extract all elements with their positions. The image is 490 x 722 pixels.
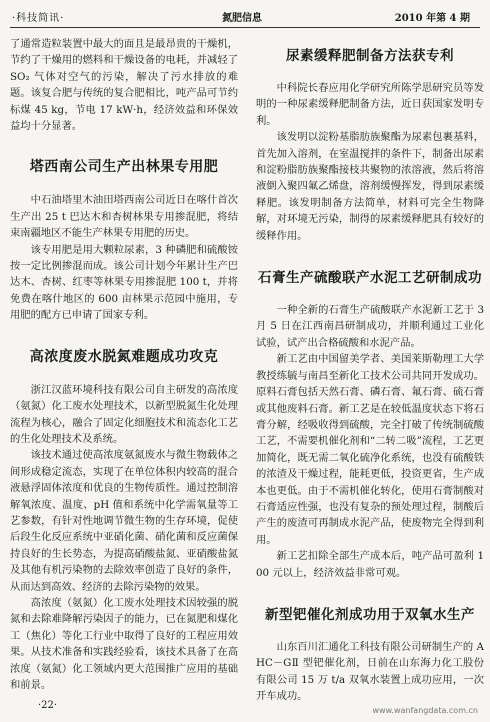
article-title-gypsum-sulfuric-acid: 石膏生产硫酸联产水泥工艺研制成功 xyxy=(258,270,482,287)
article-paragraph: 该专用肥是用大颗粒尿素，3 种磷肥和硫酸铵按一定比例掺混而成。该公司计划今年累计生产巴达木、杏树、红枣等林果专用掺混肥 100 t，并将免费在喀什地区的 600 亩林果示范园中施用，专用肥的配方已申请了国家专利。 xyxy=(10,243,238,322)
article-paragraph: 中石油塔里木油田塔西南公司近日在喀什首次生产出 25 t 巴达木和杏树林果专用掺混肥，将结束南疆地区不能生产林果专用肥的历史。 xyxy=(10,194,238,240)
article-title-wastewater-denitrification: 高浓度废水脱氮难题成功攻克 xyxy=(29,348,219,365)
article-title-forest-fertilizer: 塔西南公司生产出林果专用肥 xyxy=(29,159,219,176)
intro-paragraph: 了通常造粒装置中最大的面且是最昂贵的干燥机，节约了干燥用的燃料和干燥设备的电耗，并减轻了 SO₂ 气体对空气的污染，解决了污水排放的难题。该复合肥与传统的复合肥相比，吨产品可节约标煤 45 kg，节电 17 kW·h，经济效益和环保效益均十分显著。 xyxy=(10,38,238,133)
header-rule xyxy=(10,27,480,28)
issue-label: 2010 年第 4 期 xyxy=(394,13,470,24)
article-paragraph: 新工艺由中国留美学者、美国莱斯勒理工大学教授练毓与南昌至新化工技术公司共同开发成功。原料石膏包括天然石膏、磷石膏、氟石膏、硫石膏或其他废料石膏。新工艺是在较低温度状态下将石膏分解，经吸收得到硫酸，完全打破了传统制硫酸工艺，不需要机催化剂和“二转二吸”流程，工艺更加简化，既无需二氧化硫净化系统，也没有硫酸铁的浓渣及干燥过程，能耗更低，投资更省，生产成本也更低。由于不需机催化转化，使用石膏制酸对石膏适应性强，也没有复杂的预处理过程，制酸后产生的废渣可再制成水泥产品，使废物完全得到利用。 xyxy=(256,353,484,546)
right-column xyxy=(256,36,484,705)
article-paragraph: 一种全新的石膏生产硫酸联产水泥新工艺于 3 月 5 日在江西南昌研制成功，并顺利通过工业化试验，试产出合格硫酸和水泥产品。 xyxy=(256,304,484,349)
running-header xyxy=(0,0,490,28)
article-paragraph: 浙江汉蓝环境科技有限公司自主研发的高浓度（氨氮）化工废水处理技术，以新型脱氮生化处理流程为核心，融合了固定化细胞技术和流态化工艺的生化处理技术及系统。 xyxy=(10,383,238,445)
left-column xyxy=(10,36,238,693)
page-number: ·22· xyxy=(38,700,58,711)
article-paragraph: 该技术通过使高浓度氨氮废水与微生物载体之间形成稳定流态，实现了在单位体积内较高的混合液悬浮固体浓度和优良的生物传质性。通过控制溶解氧浓度、温度、pH 值和系统中化学需氧量等工艺参数，有针对性地调节微生物的生存环境，促使后段生化反应系统中亚硝化菌、硝化菌和反应菌保持良好的生长势态，为提高硝酸盐氮、亚硝酸盐氮及其他有机污染物的去除效率创造了良好的条件，从而达到高效、经济的去除污染物的效果。 xyxy=(10,449,238,593)
article-paragraph: 新工艺扣除全部生产成本后，吨产品可盈利 100 元以上，经济效益非常可观。 xyxy=(256,550,484,579)
article-paragraph: 山东百川汇通化工科技有限公司研制生产的 AHC－GⅡ 型钯催化剂，日前在山东海力化工股份有限公司 15 万 t/a 双氧水装置上成功应用，一次开车成功。 xyxy=(256,640,484,703)
article-paragraph: 中科院长春应用化学研究所陈学思研究员等发明的一种尿素缓释肥制备方法，近日获国家发明专利。 xyxy=(256,82,484,127)
section-label: ·科技简讯· xyxy=(12,13,65,24)
journal-name: 氮肥信息 xyxy=(222,13,262,24)
article-paragraph: 高浓度（氨氮）化工废水处理技术因较强的脱氮和去除难降解污染因子的能力，已在氮肥和煤化工（焦化）等化工行业中取得了良好的工程应用效果。从技术准备和实践经验看，该技术具备了在高浓度（氨氮）化工领域内更大范围推广应用的基础和前景。 xyxy=(10,596,238,691)
article-title-urea-slow-release: 尿素缓释肥制备方法获专利 xyxy=(286,48,454,64)
watermark: www.wanfangdata.com.cn xyxy=(372,706,478,715)
article-paragraph: 该发明以淀粉基脂肪族聚酯为尿素包裹基料，首先加入溶剂，在室温搅拌的条件下，制备出尿素和淀粉脂肪族聚酯接枝共聚物的浓溶液，然后将溶液倒入聚四氟乙烯盘，溶剂缓慢挥发，得到尿素缓释肥。该发明制备方法简单，材料可完全生物降解，对环境无污染，制得的尿素缓释肥具有较好的缓释作用。 xyxy=(256,131,484,242)
article-title-palladium-catalyst: 新型钯催化剂成功用于双氧水生产 xyxy=(265,606,475,623)
